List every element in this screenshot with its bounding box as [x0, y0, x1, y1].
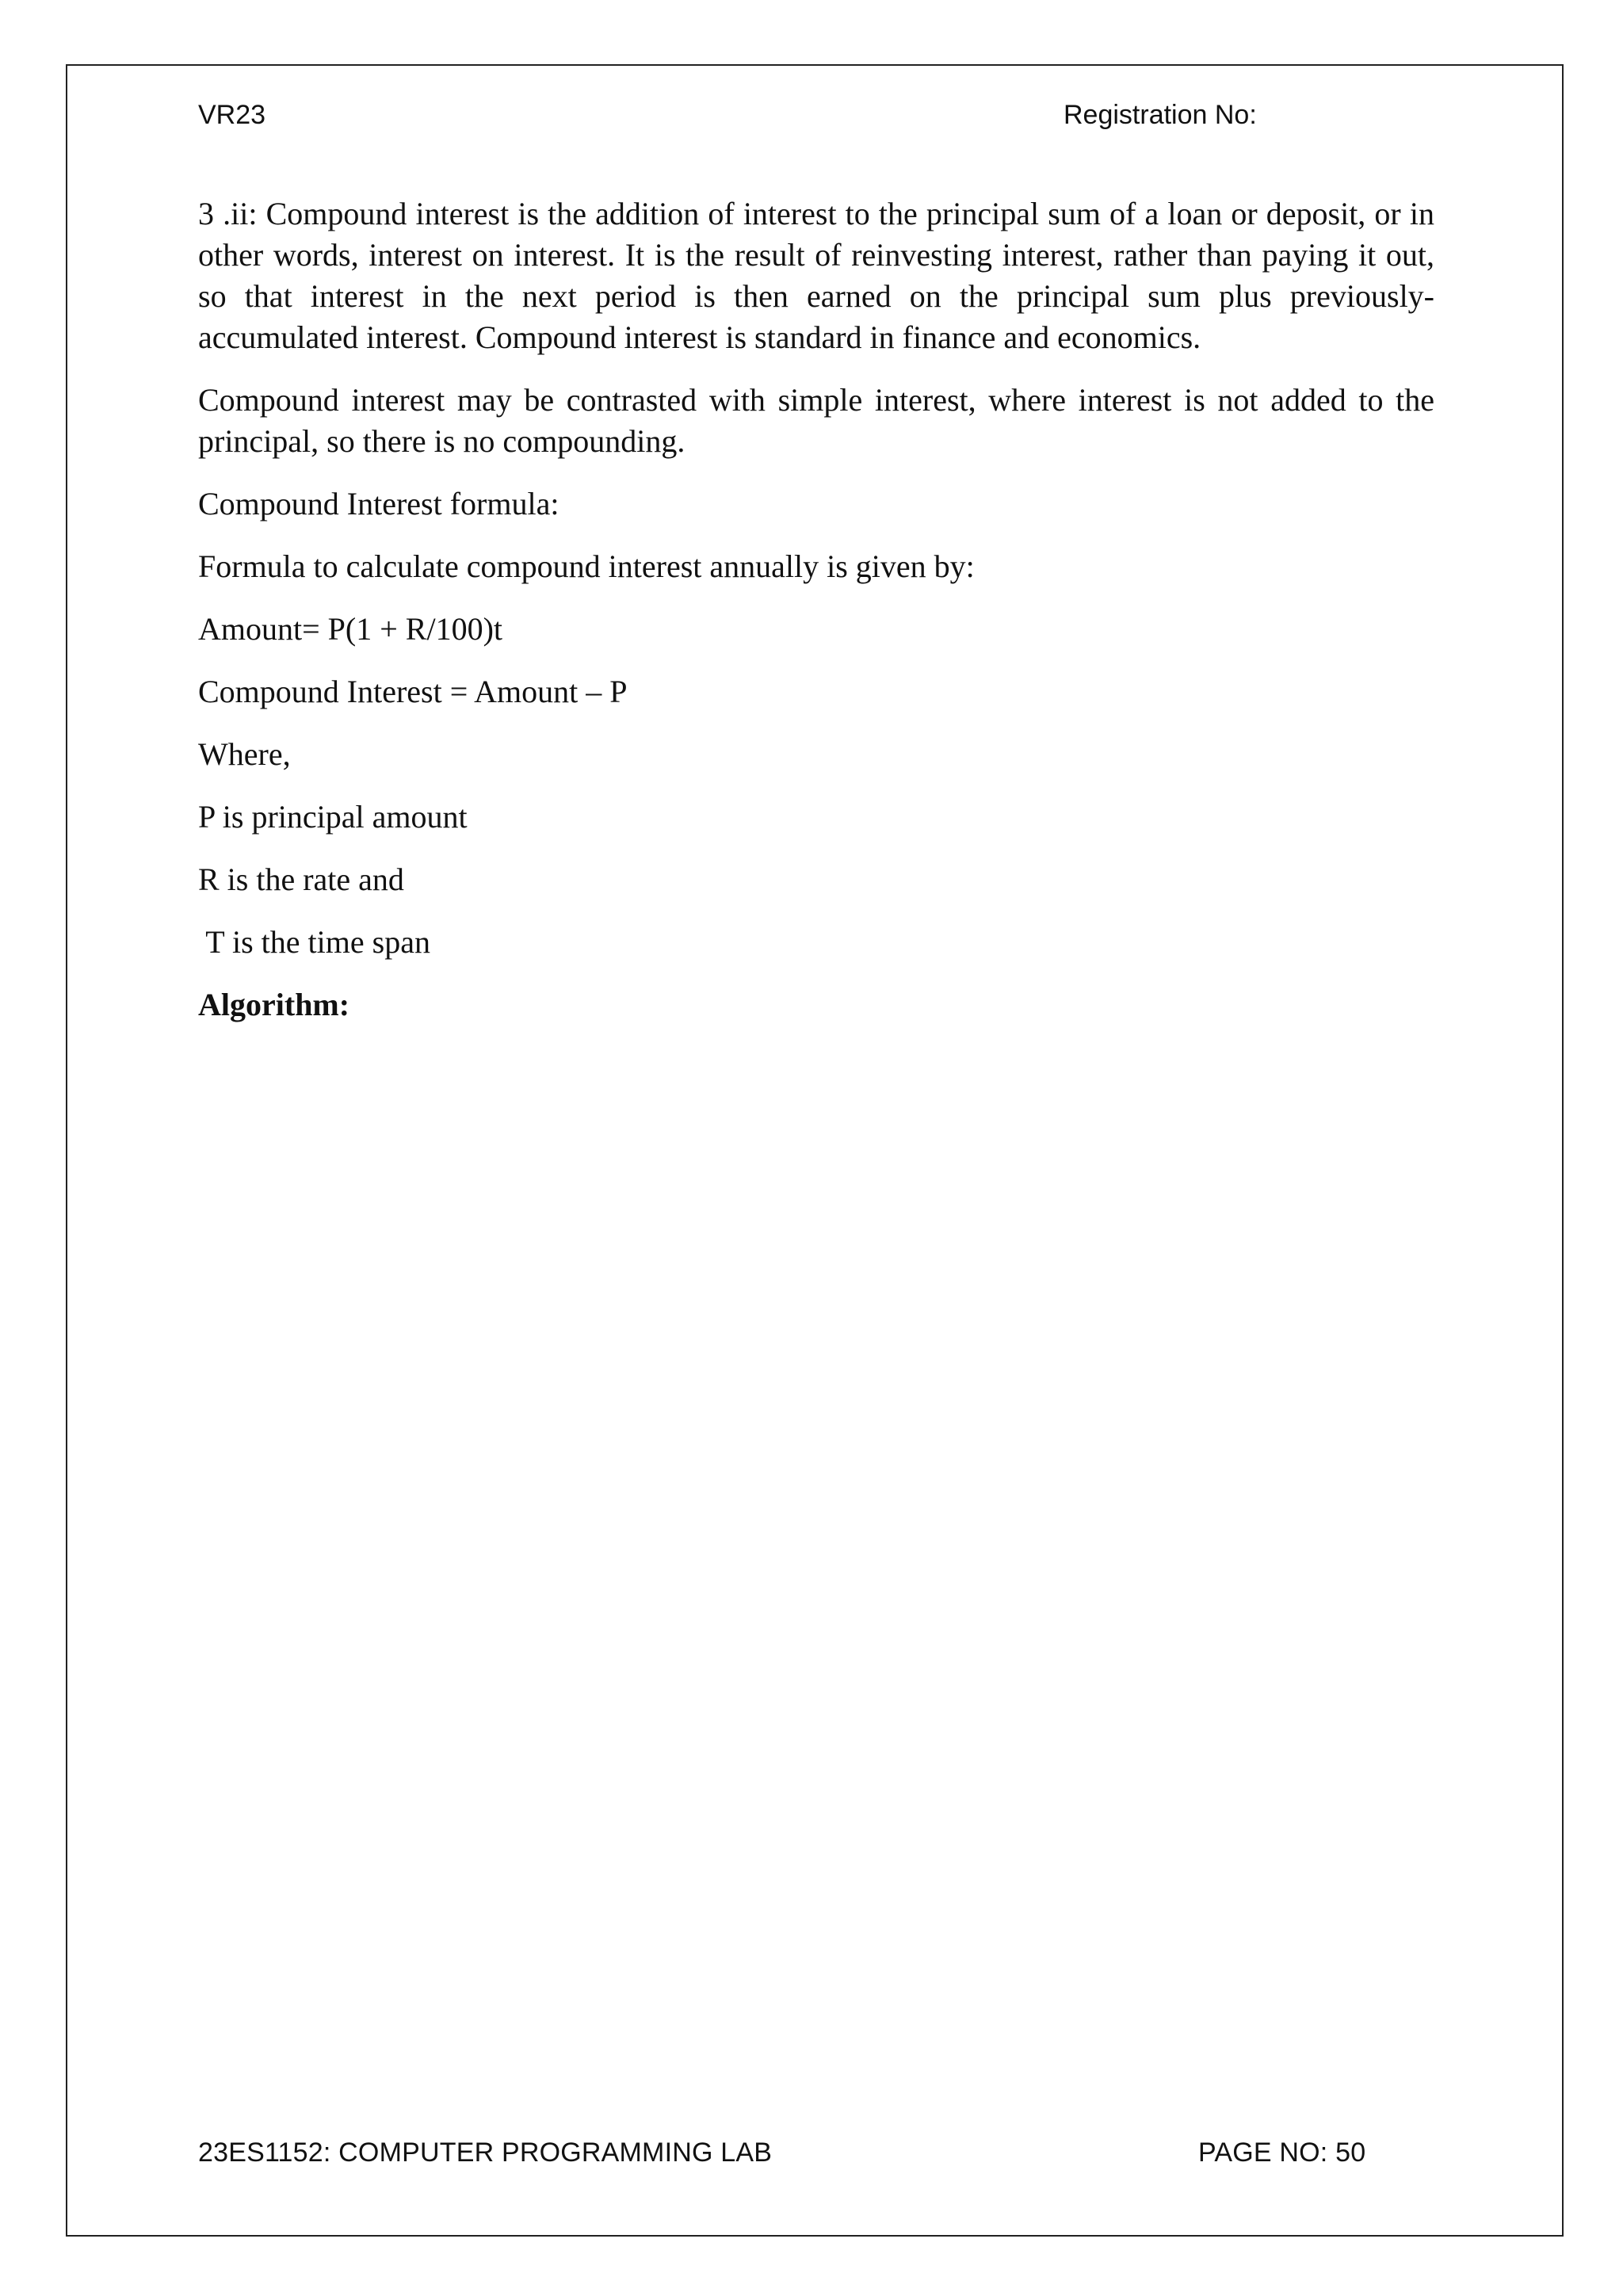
footer-page-number: PAGE NO: 50 [1198, 2137, 1366, 2168]
algorithm-heading: Algorithm: [198, 987, 350, 1022]
paragraph-compound-interest-definition: 3 .ii: Compound interest is the addition of interest to the principal sum of a loan or deposit, or in other words, interest on interest. It is the result of reinvesting interest, rather than paying it out, so that interest in the next period is then earned on the principal sum plus previously-accumulated interest. Compound interest is standard in finance and economics. [198, 196, 1434, 355]
amount-formula: Amount= P(1 + R/100)t [198, 611, 503, 647]
formula-intro: Formula to calculate compound interest annually is given by: [198, 548, 975, 584]
interest-formula: Compound Interest = Amount – P [198, 674, 628, 709]
page-content [198, 193, 1434, 1047]
definition-principal: P is principal amount [198, 799, 468, 835]
where-label: Where, [198, 736, 291, 772]
definition-rate: R is the rate and [198, 861, 404, 897]
paragraph-simple-interest-contrast: Compound interest may be contrasted with simple interest, where interest is not added to the principal, so there is no compounding. [198, 382, 1434, 459]
definition-time: T is the time span [198, 924, 430, 960]
footer-course-title: 23ES1152: COMPUTER PROGRAMMING LAB [198, 2137, 773, 2168]
formula-heading: Compound Interest formula: [198, 486, 559, 521]
header-registration-label: Registration No: [1064, 100, 1257, 130]
header-course-code: VR23 [198, 100, 266, 130]
